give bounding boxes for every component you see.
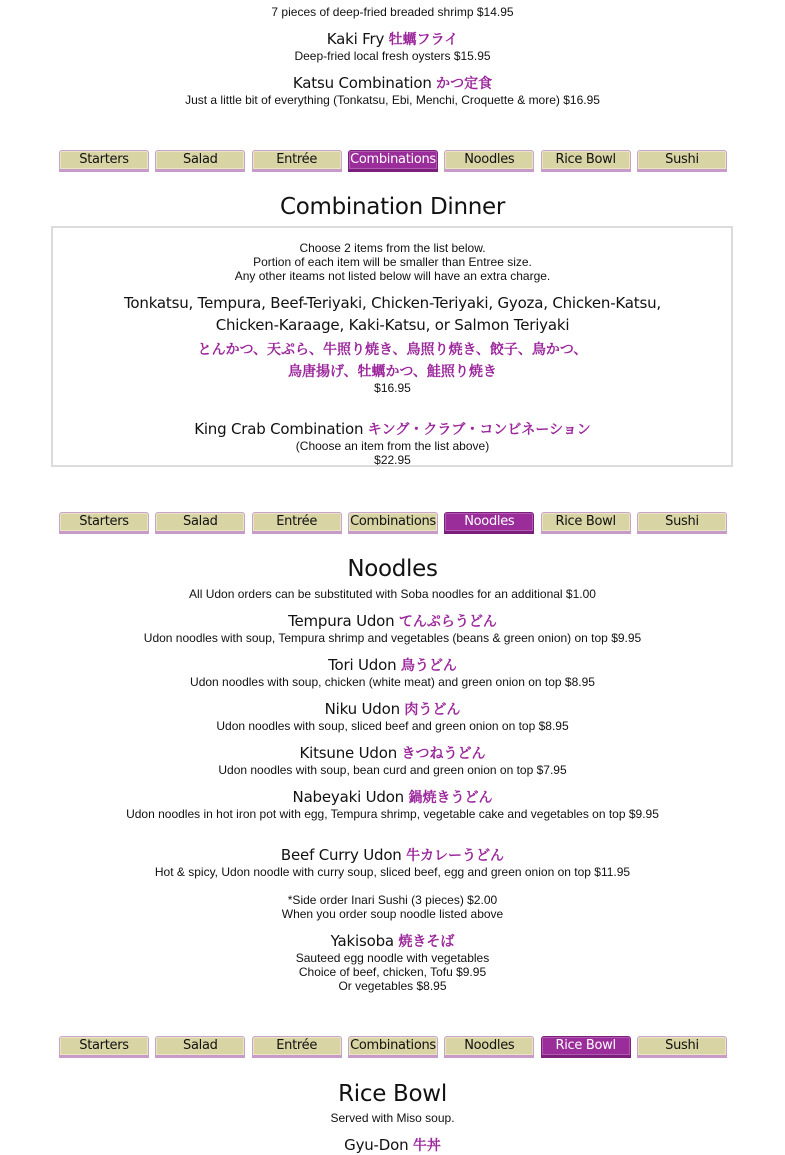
combination-intro-2: Portion of each item will be smaller than Entree size. bbox=[253, 255, 532, 269]
king-crab-price: $22.95 bbox=[374, 453, 411, 467]
dish-name-jp: 肉うどん bbox=[404, 701, 461, 717]
nav-sushi[interactable]: Sushi bbox=[637, 1036, 727, 1058]
menu-item bbox=[0, 655, 785, 675]
combination-intro-1: Choose 2 items from the list below. bbox=[299, 241, 486, 255]
nav-sushi[interactable]: Sushi bbox=[637, 150, 727, 172]
menu-item bbox=[0, 699, 785, 719]
ebi-fry-desc: 7 pieces of deep-fried breaded shrimp $14.95 bbox=[271, 5, 514, 19]
noodles-title: Noodles bbox=[347, 556, 438, 582]
nav-combinations[interactable]: Combinations bbox=[348, 150, 438, 172]
yakisoba-desc-3: Or vegetables $8.95 bbox=[338, 979, 447, 993]
menu-item-desc: Hot & spicy, Udon noodle with curry soup, sliced beef, egg and green onion on top $11.95 bbox=[154, 865, 631, 879]
dish-name: Kaki Fry bbox=[326, 30, 385, 48]
kaki-fry-desc: Deep-fried local fresh oysters $15.95 bbox=[294, 49, 491, 63]
kaki-fry bbox=[0, 29, 785, 49]
section-nav bbox=[59, 150, 727, 172]
combination-list-jp-1: とんかつ、天ぷら、牛照り焼き、鳥照り焼き、餃子、鳥かつ、 bbox=[197, 341, 588, 357]
menu-item-desc: Udon noodles with soup, Tempura shrimp and vegetables (beans & green onion) on top $9.95 bbox=[143, 631, 642, 645]
dish-name: Katsu Combination bbox=[292, 74, 432, 92]
dish-name-jp: キング・クラブ・コンビネーション bbox=[367, 421, 591, 437]
menu-item bbox=[0, 611, 785, 631]
king-crab-combination bbox=[0, 419, 785, 439]
nav-rice-bowl[interactable]: Rice Bowl bbox=[541, 1036, 631, 1058]
rice-bowl-title: Rice Bowl bbox=[338, 1081, 447, 1107]
dish-name-jp: 鳥うどん bbox=[400, 657, 457, 673]
dish-name-jp: かつ定食 bbox=[436, 75, 493, 91]
combination-intro-3: Any other iteams not listed below will have an extra charge. bbox=[234, 269, 551, 283]
yakisoba-desc-2: Choice of beef, chicken, Tofu $9.95 bbox=[298, 965, 487, 979]
dish-name: Kitsune Udon bbox=[299, 744, 398, 762]
menu-item bbox=[0, 743, 785, 763]
side-order-note-1: *Side order Inari Sushi (3 pieces) $2.00 bbox=[287, 893, 498, 907]
katsu-combination-desc: Just a little bit of everything (Tonkatsu, Ebi, Menchi, Croquette & more) $16.95 bbox=[185, 93, 600, 107]
nav-salad[interactable]: Salad bbox=[155, 1036, 245, 1058]
nav-starters[interactable]: Starters bbox=[59, 512, 149, 534]
nav-combinations[interactable]: Combinations bbox=[348, 1036, 438, 1058]
dish-name: King Crab Combination bbox=[194, 420, 364, 438]
combination-list-en-2: Chicken-Karaage, Kaki-Katsu, or Salmon Teriyaki bbox=[215, 316, 570, 334]
nav-noodles[interactable]: Noodles bbox=[444, 512, 534, 534]
dish-name-jp: きつねうどん bbox=[401, 745, 486, 761]
nav-combinations[interactable]: Combinations bbox=[348, 512, 438, 534]
nav-sushi[interactable]: Sushi bbox=[637, 512, 727, 534]
menu-item bbox=[0, 787, 785, 807]
menu-item bbox=[0, 1135, 785, 1155]
dish-name-jp: 牛カレーうどん bbox=[406, 847, 505, 863]
yakisoba-desc-1: Sauteed egg noodle with vegetables bbox=[295, 951, 490, 965]
nav-salad[interactable]: Salad bbox=[155, 150, 245, 172]
nav-entree[interactable]: Entrée bbox=[252, 1036, 342, 1058]
combination-list-en-1: Tonkatsu, Tempura, Beef-Teriyaki, Chicken-Teriyaki, Gyoza, Chicken-Katsu, bbox=[124, 294, 661, 312]
dish-name-jp: 牡蠣フライ bbox=[388, 31, 459, 47]
nav-rice-bowl[interactable]: Rice Bowl bbox=[541, 150, 631, 172]
nav-starters[interactable]: Starters bbox=[59, 1036, 149, 1058]
nav-starters[interactable]: Starters bbox=[59, 150, 149, 172]
dish-name: Nabeyaki Udon bbox=[292, 788, 404, 806]
menu-item-desc: Udon noodles with soup, chicken (white meat) and green onion on top $8.95 bbox=[190, 675, 595, 689]
combination-price: $16.95 bbox=[374, 381, 411, 395]
dish-name: Tori Udon bbox=[328, 656, 397, 674]
nav-salad[interactable]: Salad bbox=[155, 512, 245, 534]
nav-rice-bowl[interactable]: Rice Bowl bbox=[541, 512, 631, 534]
yakisoba bbox=[0, 931, 785, 951]
dish-name-jp: てんぷらうどん bbox=[398, 613, 497, 629]
dish-name: Niku Udon bbox=[324, 700, 400, 718]
combination-list-jp-2: 鳥唐揚げ、牡蠣かつ、鮭照り焼き bbox=[288, 363, 497, 379]
section-nav bbox=[59, 512, 727, 534]
menu-item-desc: Udon noodles with soup, sliced beef and green onion on top $8.95 bbox=[216, 719, 569, 733]
section-nav bbox=[59, 1036, 727, 1058]
dish-name-jp: 鍋焼きうどん bbox=[408, 789, 493, 805]
katsu-combination bbox=[0, 73, 785, 93]
menu-item-desc: Udon noodles in hot iron pot with egg, Tempura shrimp, vegetable cake and vegetables on top $9.95 bbox=[126, 807, 659, 821]
nav-noodles[interactable]: Noodles bbox=[444, 150, 534, 172]
nav-entree[interactable]: Entrée bbox=[252, 512, 342, 534]
dish-name: Beef Curry Udon bbox=[280, 846, 402, 864]
dish-name: Gyu-Don bbox=[344, 1136, 409, 1154]
dish-name-jp: 牛丼 bbox=[412, 1137, 441, 1153]
nav-noodles[interactable]: Noodles bbox=[444, 1036, 534, 1058]
king-crab-note: (Choose an item from the list above) bbox=[295, 439, 490, 453]
combination-title: Combination Dinner bbox=[279, 194, 506, 220]
noodles-note: All Udon orders can be substituted with Soba noodles for an additional $1.00 bbox=[189, 587, 596, 601]
side-order-note-2: When you order soup noodle listed above bbox=[281, 907, 504, 921]
menu-item-desc: Udon noodles with soup, bean curd and green onion on top $7.95 bbox=[218, 763, 567, 777]
nav-entree[interactable]: Entrée bbox=[252, 150, 342, 172]
rice-bowl-note: Served with Miso soup. bbox=[330, 1111, 455, 1125]
dish-name: Yakisoba bbox=[330, 932, 394, 950]
dish-name: Tempura Udon bbox=[288, 612, 395, 630]
dish-name-jp: 焼きそば bbox=[398, 933, 455, 949]
menu-item bbox=[0, 845, 785, 865]
